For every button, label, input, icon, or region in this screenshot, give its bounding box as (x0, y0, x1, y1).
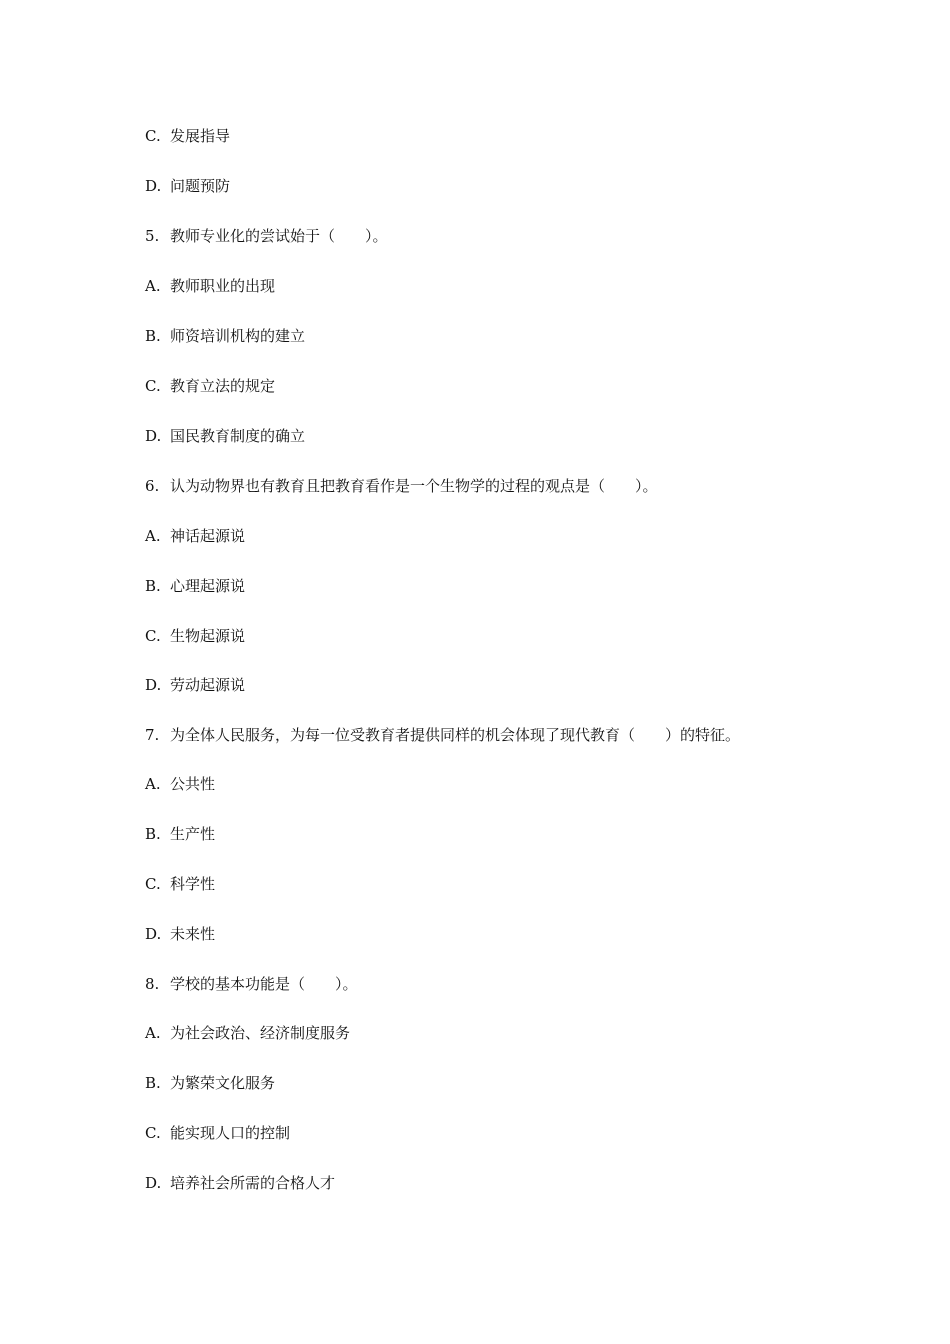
option-text: 为社会政治、经济制度服务 (170, 1024, 351, 1042)
option-b-q6 (145, 574, 245, 598)
option-a-q8 (145, 1021, 350, 1045)
option-d-q8 (145, 1171, 335, 1195)
option-text: 发展指导 (170, 127, 231, 145)
option-label: D. (145, 427, 162, 445)
question-7 (145, 723, 740, 747)
option-label: C. (145, 875, 161, 893)
option-text: 教育立法的规定 (170, 377, 276, 395)
question-6 (145, 474, 658, 498)
option-b-q5 (145, 324, 305, 348)
option-text: 生产性 (170, 825, 216, 843)
question-8 (145, 972, 358, 996)
question-text: 学校的基本功能是（ ）。 (170, 975, 358, 993)
option-text: 问题预防 (170, 177, 231, 195)
option-label: C. (145, 127, 161, 145)
option-b-q7 (145, 822, 215, 846)
option-text: 公共性 (170, 775, 216, 793)
option-label: D. (145, 177, 162, 195)
option-text: 能实现人口的控制 (170, 1124, 291, 1142)
option-text: 国民教育制度的确立 (170, 427, 306, 445)
option-c-q7 (145, 872, 215, 896)
option-c-q5 (145, 374, 275, 398)
option-d-q4 (145, 174, 230, 198)
option-c-q6 (145, 624, 245, 648)
option-label: B. (145, 1074, 161, 1092)
option-text: 师资培训机构的建立 (170, 327, 306, 345)
option-d-q5 (145, 424, 305, 448)
question-text: 认为动物界也有教育且把教育看作是一个生物学的过程的观点是（ ）。 (170, 477, 658, 495)
option-label: D. (145, 676, 162, 694)
option-label: A. (145, 1024, 161, 1042)
option-a-q5 (145, 274, 275, 298)
option-text: 神话起源说 (170, 527, 246, 545)
question-number: 5. (145, 227, 160, 245)
question-text: 为全体人民服务，为每一位受教育者提供同样的机会体现了现代教育（ ）的特征。 (170, 726, 741, 744)
option-label: B. (145, 577, 161, 595)
question-number: 7. (145, 726, 160, 744)
option-label: D. (145, 925, 162, 943)
option-label: A. (145, 527, 161, 545)
option-b-q8 (145, 1071, 275, 1095)
option-label: D. (145, 1174, 162, 1192)
option-c-q8 (145, 1121, 290, 1145)
question-text: 教师专业化的尝试始于（ ）。 (170, 227, 388, 245)
option-c-q4 (145, 124, 230, 148)
option-label: B. (145, 825, 161, 843)
option-a-q6 (145, 524, 245, 548)
question-number: 8. (145, 975, 160, 993)
option-text: 未来性 (170, 925, 216, 943)
option-text: 劳动起源说 (170, 676, 246, 694)
question-5 (145, 224, 388, 248)
option-label: A. (145, 775, 161, 793)
option-label: B. (145, 327, 161, 345)
option-a-q7 (145, 772, 215, 796)
option-label: C. (145, 1124, 161, 1142)
option-text: 为繁荣文化服务 (170, 1074, 276, 1092)
option-text: 培养社会所需的合格人才 (170, 1174, 336, 1192)
option-label: A. (145, 277, 161, 295)
option-d-q7 (145, 922, 215, 946)
option-text: 科学性 (170, 875, 216, 893)
option-text: 教师职业的出现 (170, 277, 276, 295)
option-label: C. (145, 377, 161, 395)
option-label: C. (145, 627, 161, 645)
option-text: 心理起源说 (170, 577, 246, 595)
question-number: 6. (145, 477, 160, 495)
option-d-q6 (145, 673, 245, 697)
option-text: 生物起源说 (170, 627, 246, 645)
